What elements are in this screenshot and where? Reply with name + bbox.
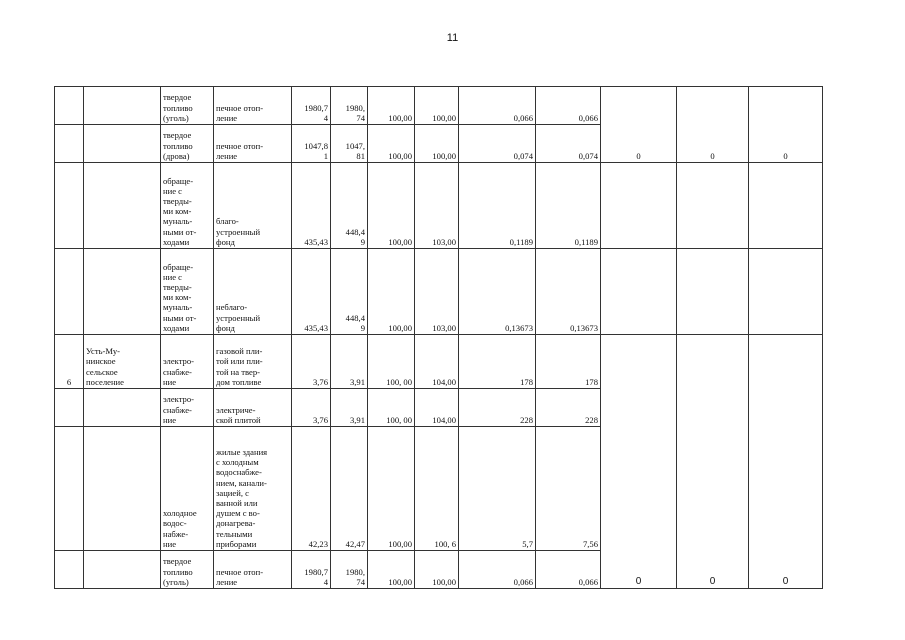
category-cell: печное отоп- ление xyxy=(214,551,292,589)
norm-cell-2: 7,56 xyxy=(536,427,601,551)
percent-cell-1: 100,00 xyxy=(368,427,415,551)
empty-cell xyxy=(677,249,749,335)
category-cell: печное отоп- ление xyxy=(214,125,292,163)
percent-cell-2: 100,00 xyxy=(415,551,459,589)
empty-cell xyxy=(749,249,823,335)
page-number: 11 xyxy=(446,32,459,44)
category-cell: благо- устроенный фонд xyxy=(214,163,292,249)
norm-cell-2: 228 xyxy=(536,389,601,427)
norm-cell-2: 0,074 xyxy=(536,125,601,163)
percent-cell-1: 100, 00 xyxy=(368,335,415,389)
norm-cell-2: 0,1189 xyxy=(536,163,601,249)
category-cell: газовой пли- той или пли- той на твер- дом топливе xyxy=(214,335,292,389)
percent-cell-2: 103,00 xyxy=(415,249,459,335)
category-cell: жилые здания с холодным водоснабже- нием, канали- зацией, с ванной или душем с во- донагрева- тельными приборами xyxy=(214,427,292,551)
percent-cell-1: 100,00 xyxy=(368,125,415,163)
value-cell-1: 3,76 xyxy=(292,335,331,389)
percent-cell-1: 100,00 xyxy=(368,551,415,589)
value-cell-2: 3,91 xyxy=(331,389,368,427)
empty-cell xyxy=(601,163,677,249)
value-cell-2: 1980, 74 xyxy=(331,87,368,125)
category-cell: электриче- ской плитой xyxy=(214,389,292,427)
settlement-cell xyxy=(84,125,161,163)
category-cell: неблаго- устроенный фонд xyxy=(214,249,292,335)
service-cell: твердое топливо (дрова) xyxy=(161,125,214,163)
service-cell: обраще- ние с тверды- ми ком- муналь- ными от- ходами xyxy=(161,249,214,335)
table-row xyxy=(55,249,823,335)
service-cell: электро- снабже- ние xyxy=(161,389,214,427)
norm-cell-2: 178 xyxy=(536,335,601,389)
row-number-cell xyxy=(55,125,84,163)
norm-cell-1: 0,074 xyxy=(459,125,536,163)
value-cell-2: 448,4 9 xyxy=(331,163,368,249)
table-row xyxy=(55,335,823,389)
percent-cell-1: 100,00 xyxy=(368,87,415,125)
zero-cell: 0 xyxy=(749,87,823,163)
percent-cell-1: 100,00 xyxy=(368,249,415,335)
norm-cell-1: 178 xyxy=(459,335,536,389)
value-cell-1: 3,76 xyxy=(292,389,331,427)
percent-cell-2: 100,00 xyxy=(415,87,459,125)
settlement-cell: Усть-Му- нинское сельское поселение xyxy=(84,335,161,389)
row-number-cell xyxy=(55,427,84,551)
norm-cell-1: 0,1189 xyxy=(459,163,536,249)
row-number-cell xyxy=(55,163,84,249)
value-cell-2: 1047, 81 xyxy=(331,125,368,163)
tariff-table xyxy=(54,86,823,589)
norm-cell-2: 0,066 xyxy=(536,551,601,589)
value-cell-1: 435,43 xyxy=(292,249,331,335)
service-cell: обраще- ние с тверды- ми ком- муналь- ными от- ходами xyxy=(161,163,214,249)
value-cell-2: 1980, 74 xyxy=(331,551,368,589)
settlement-cell xyxy=(84,389,161,427)
norm-cell-1: 0,13673 xyxy=(459,249,536,335)
norm-cell-2: 0,066 xyxy=(536,87,601,125)
value-cell-1: 1047,8 1 xyxy=(292,125,331,163)
settlement-cell xyxy=(84,249,161,335)
percent-cell-1: 100, 00 xyxy=(368,389,415,427)
percent-cell-2: 104,00 xyxy=(415,389,459,427)
settlement-cell xyxy=(84,87,161,125)
row-number-cell: 6 xyxy=(55,335,84,389)
percent-cell-2: 103,00 xyxy=(415,163,459,249)
empty-cell xyxy=(677,163,749,249)
percent-cell-2: 104,00 xyxy=(415,335,459,389)
norm-cell-1: 228 xyxy=(459,389,536,427)
row-number-cell xyxy=(55,249,84,335)
value-cell-2: 3,91 xyxy=(331,335,368,389)
norm-cell-1: 0,066 xyxy=(459,551,536,589)
norm-cell-2: 0,13673 xyxy=(536,249,601,335)
service-cell: электро- снабже- ние xyxy=(161,335,214,389)
settlement-cell xyxy=(84,551,161,589)
empty-cell xyxy=(601,249,677,335)
row-number-cell xyxy=(55,87,84,125)
row-number-cell xyxy=(55,551,84,589)
value-cell-1: 1980,7 4 xyxy=(292,551,331,589)
zero-cell: 0 xyxy=(677,87,749,163)
percent-cell-2: 100,00 xyxy=(415,125,459,163)
value-cell-1: 42,23 xyxy=(292,427,331,551)
percent-cell-1: 100,00 xyxy=(368,163,415,249)
table-row xyxy=(55,163,823,249)
value-cell-2: 448,4 9 xyxy=(331,249,368,335)
percent-cell-2: 100, 6 xyxy=(415,427,459,551)
service-cell: твердое топливо (уголь) xyxy=(161,87,214,125)
settlement-cell xyxy=(84,427,161,551)
zero-cell: 0 xyxy=(601,335,677,589)
value-cell-2: 42,47 xyxy=(331,427,368,551)
zero-cell: 0 xyxy=(601,87,677,163)
service-cell: холодное водос- набже- ние xyxy=(161,427,214,551)
value-cell-1: 435,43 xyxy=(292,163,331,249)
zero-cell: 0 xyxy=(677,335,749,589)
value-cell-1: 1980,7 4 xyxy=(292,87,331,125)
settlement-cell xyxy=(84,163,161,249)
norm-cell-1: 5,7 xyxy=(459,427,536,551)
row-number-cell xyxy=(55,389,84,427)
category-cell: печное отоп- ление xyxy=(214,87,292,125)
table-row xyxy=(55,87,823,125)
norm-cell-1: 0,066 xyxy=(459,87,536,125)
service-cell: твердое топливо (уголь) xyxy=(161,551,214,589)
zero-cell: 0 xyxy=(749,335,823,589)
empty-cell xyxy=(749,163,823,249)
